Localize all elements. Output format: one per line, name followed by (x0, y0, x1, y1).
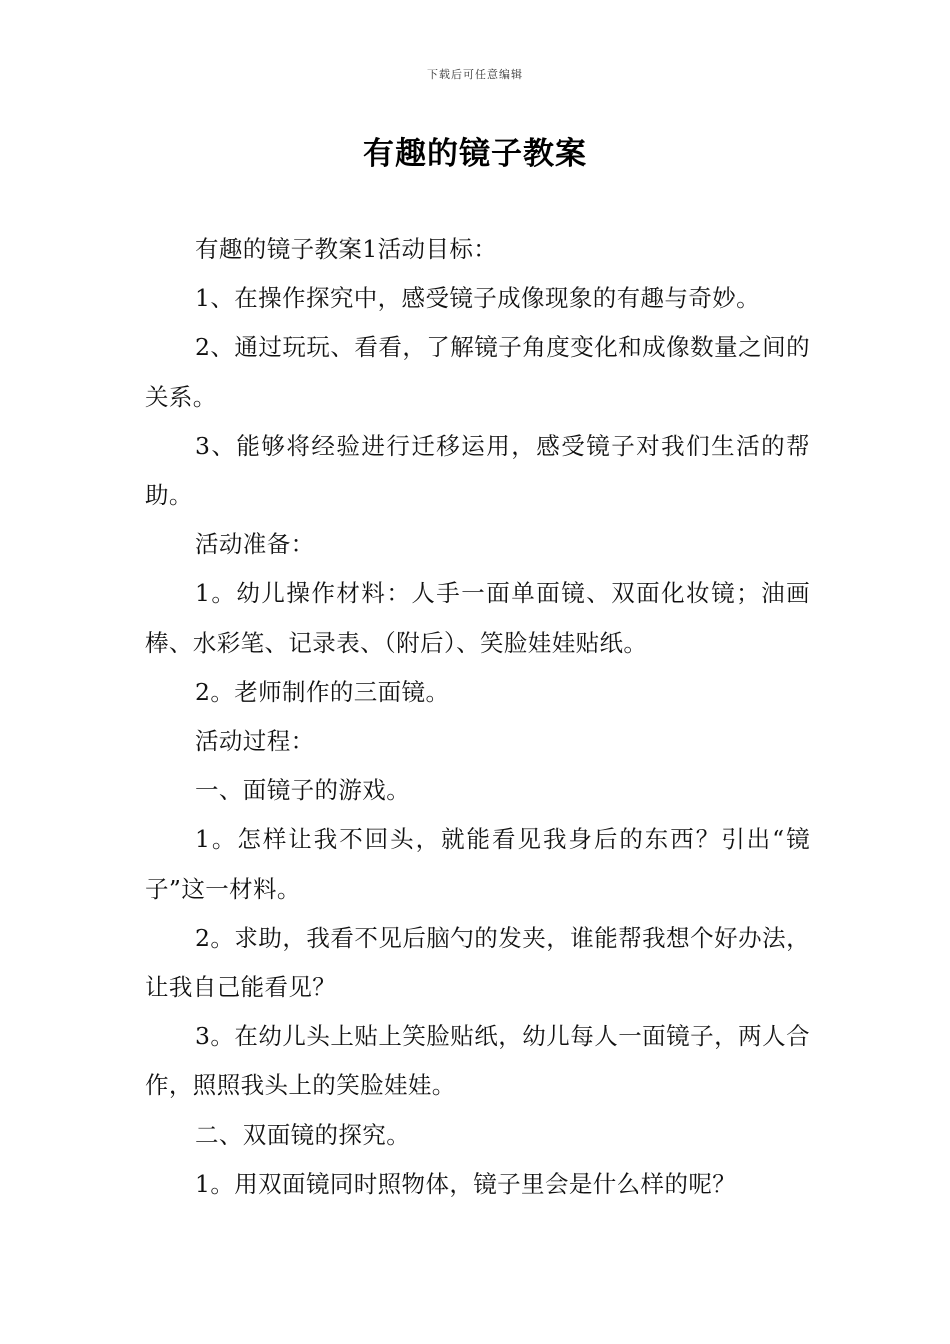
document-title: 有趣的镜子教案 (363, 136, 587, 172)
paragraph-section-two: 二、双面镜的探究。 (195, 1120, 411, 1149)
document-body (145, 225, 810, 1209)
paragraph-step-1: 1。怎样让我不回头，就能看见我身后的东西？引出“镜子”这一材料。 (145, 825, 810, 903)
paragraph-step-3: 3。在幼儿头上贴上笑脸贴纸，幼儿每人一面镜子，两人合作，照照我头上的笑脸娃娃。 (145, 1022, 810, 1100)
paragraph-step-2: 2。求助，我看不见后脑勺的发夹，谁能帮我想个好办法，让我自己能看见？ (145, 923, 810, 1002)
paragraph-step-4: 1。用双面镜同时照物体，镜子里会是什么样的呢？ (195, 1169, 737, 1198)
paragraph-preparation-1: 1。幼儿操作材料：人手一面单面镜、双面化妆镜；油画棒、水彩笔、记录表、（附后）、笑脸娃娃贴纸。 (145, 579, 810, 657)
paragraph-process-heading: 活动过程： (195, 727, 315, 756)
paragraph-objective-2: 2、通过玩玩、看看，了解镜子角度变化和成像数量之间的关系。 (145, 333, 810, 411)
paragraph-preparation-2: 2。老师制作的三面镜。 (195, 677, 450, 706)
paragraph-objectives-heading: 有趣的镜子教案1活动目标： (195, 235, 498, 263)
paragraph-preparation-heading: 活动准备： (195, 530, 315, 559)
paragraph-section-one: 一、面镜子的游戏。 (195, 776, 411, 805)
paragraph-objective-3: 3、能够将经验进行迁移运用，感受镜子对我们生活的帮助。 (145, 431, 810, 510)
header-note: 下载后可任意编辑 (427, 68, 523, 81)
paragraph-objective-1: 1、在操作探究中，感受镜子成像现象的有趣与奇妙。 (195, 284, 761, 313)
